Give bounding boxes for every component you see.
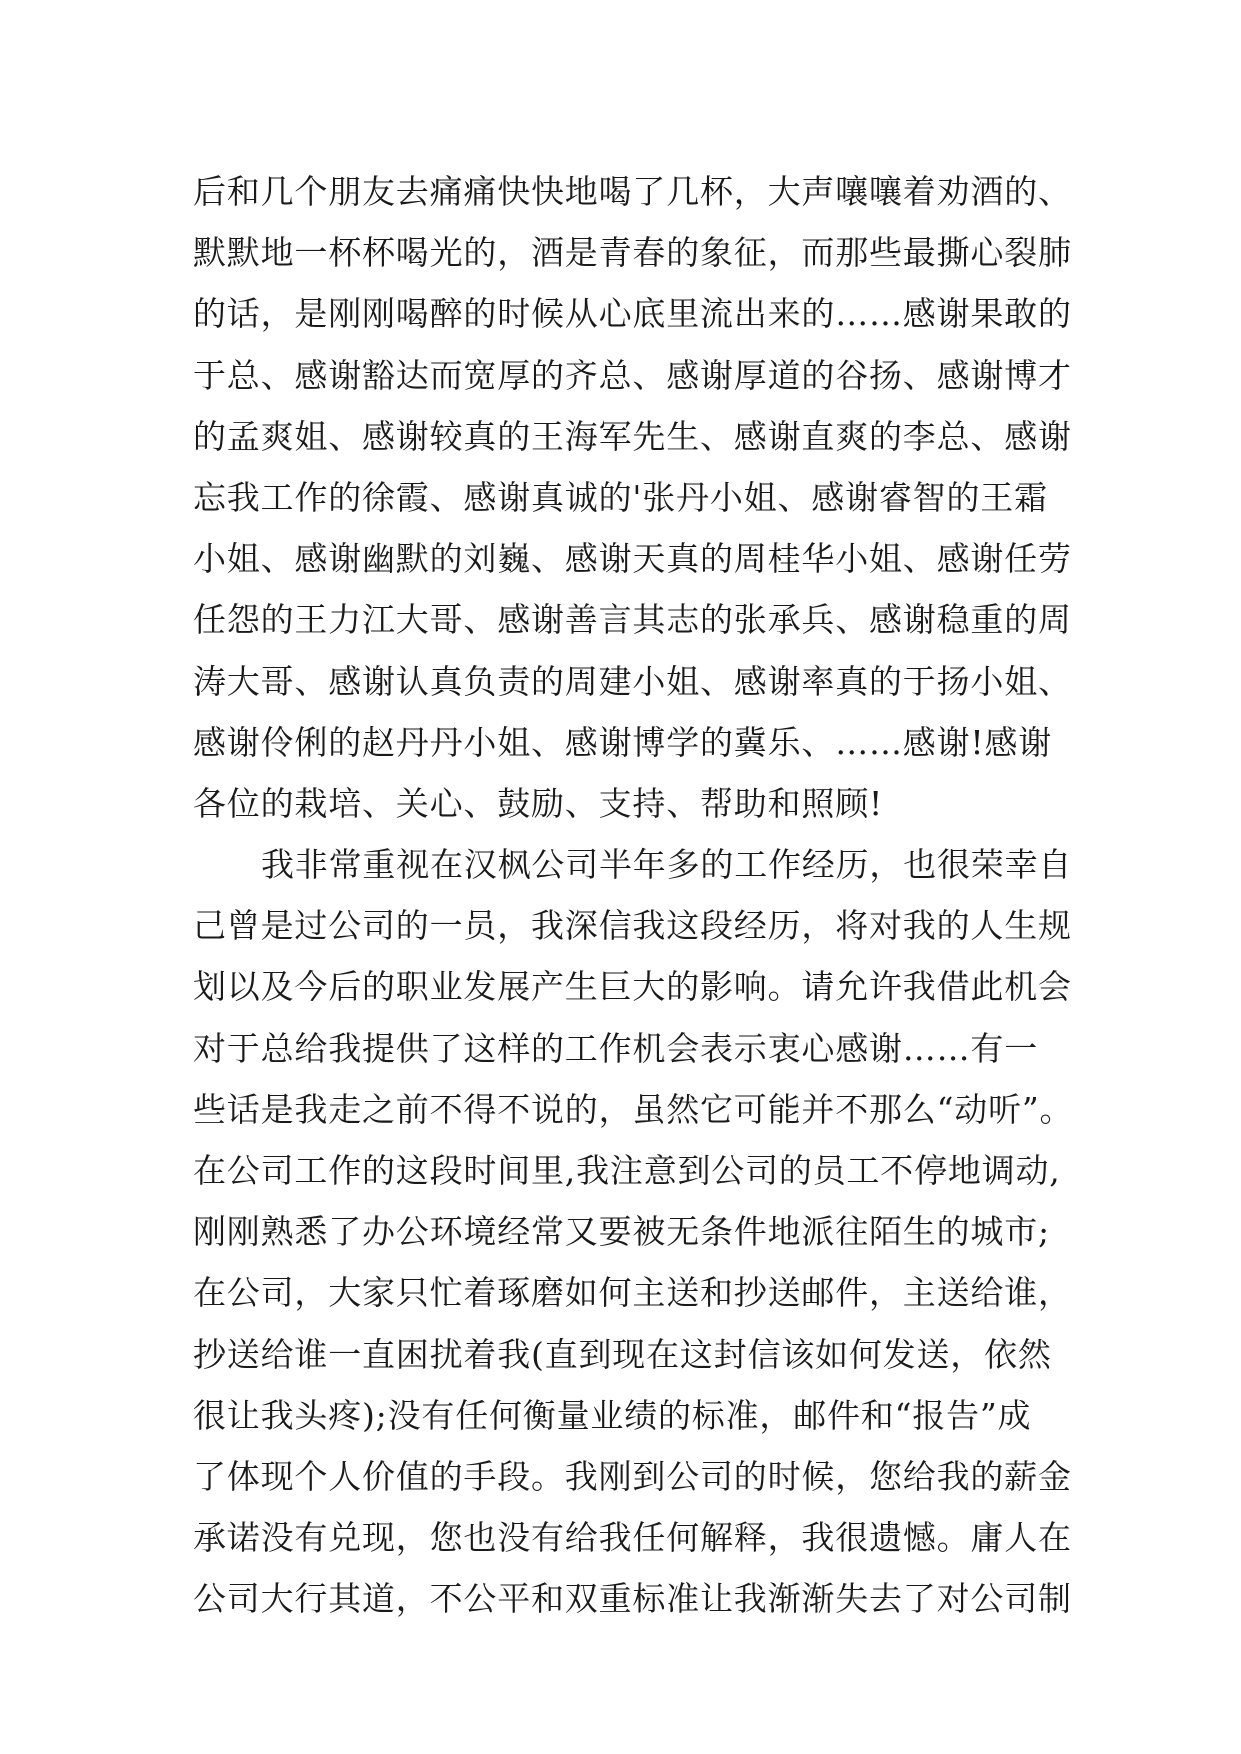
text-line: 很让我头疼);没有任何衡量业绩的标准，邮件和“报告”成 xyxy=(193,1395,1032,1435)
text-line: 默默地一杯杯喝光的，酒是青春的象征，而那些最撕心裂肺 xyxy=(193,233,1072,273)
text-line: 后和几个朋友去痛痛快快地喝了几杯，大声嚷嚷着劝酒的、 xyxy=(193,172,1072,211)
text-line: 涛大哥、感谢认真负责的周建小姐、感谢率真的于扬小姐、 xyxy=(193,661,1072,701)
body-text xyxy=(193,161,1073,1630)
text-line: 刚刚熟悉了办公环境经常又要被无条件地派往陌生的城市; xyxy=(193,1212,1050,1252)
text-line: 在公司，大家只忙着琢磨如何主送和抄送邮件，主送给谁， xyxy=(193,1273,1072,1313)
text-line: 小姐、感谢幽默的刘巍、感谢天真的周桂华小姐、感谢任劳 xyxy=(193,539,1072,579)
text-line: 我非常重视在汉枫公司半年多的工作经历，也很荣幸自 xyxy=(261,845,1073,885)
text-line: 划以及今后的职业发展产生巨大的影响。请允许我借此机会 xyxy=(193,967,1072,1007)
text-line: 抄送给谁一直困扰着我(直到现在这封信该如何发送，依然 xyxy=(193,1334,1052,1374)
text-line: 承诺没有兑现，您也没有给我任何解释，我很遗憾。庸人在 xyxy=(193,1518,1072,1558)
text-line: 于总、感谢豁达而宽厚的齐总、感谢厚道的谷扬、感谢博才 xyxy=(193,355,1072,395)
text-line: 忘我工作的徐霞、感谢真诚的'张丹小姐、感谢睿智的王霜 xyxy=(193,477,1048,517)
text-line: 各位的栽培、关心、鼓励、支持、帮助和照顾! xyxy=(193,783,884,823)
text-line: 对于总给我提供了这样的工作机会表示衷心感谢……有一 xyxy=(193,1028,1038,1068)
text-line: 了体现个人价值的手段。我刚到公司的时候，您给我的薪金 xyxy=(193,1456,1072,1496)
text-line: 任怨的王力江大哥、感谢善言其志的张承兵、感谢稳重的周 xyxy=(193,600,1072,640)
text-line: 的话，是刚刚喝醉的时候从心底里流出来的……感谢果敢的 xyxy=(193,294,1072,334)
text-line: 在公司工作的这段时间里,我注意到公司的员工不停地调动, xyxy=(193,1151,1061,1190)
text-line: 的孟爽姐、感谢较真的王海军先生、感谢直爽的李总、感谢 xyxy=(193,416,1072,456)
text-line: 感谢伶俐的赵丹丹小姐、感谢博学的冀乐、……感谢!感谢 xyxy=(193,722,1053,762)
text-line: 些话是我走之前不得不说的，虽然它可能并不那么“动听”。 xyxy=(193,1089,1074,1129)
text-line: 己曾是过公司的一员，我深信我这段经历，将对我的人生规 xyxy=(193,906,1072,946)
text-line: 公司大行其道，不公平和双重标准让我渐渐失去了对公司制 xyxy=(193,1579,1072,1619)
